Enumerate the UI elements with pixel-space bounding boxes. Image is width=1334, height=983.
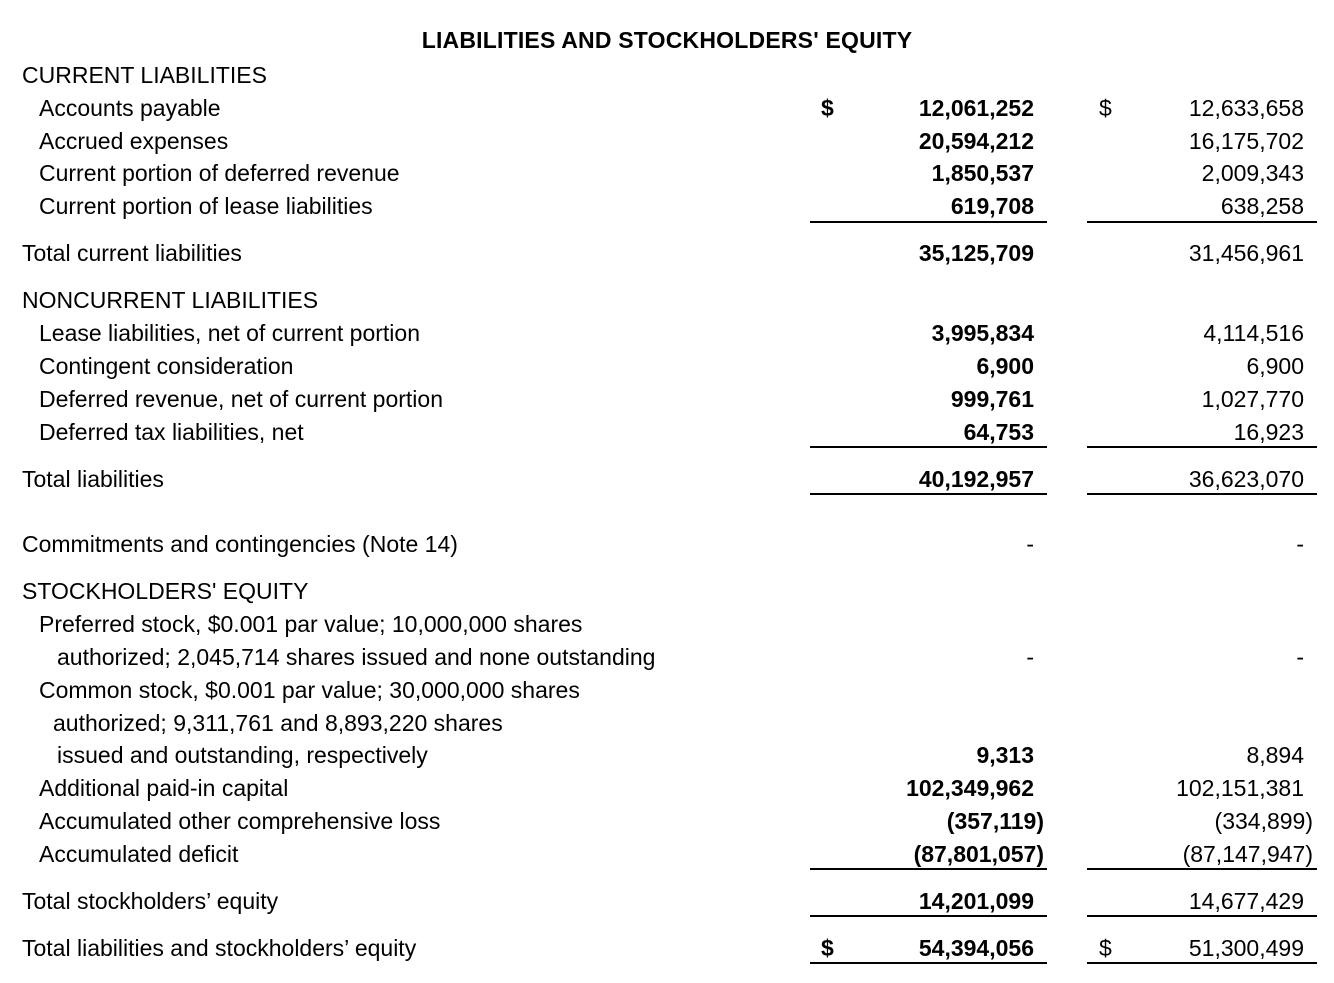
row-label-lease-liabilities-noncurrent: Lease liabilities, net of current portion bbox=[39, 320, 420, 346]
row-label-accumulated-deficit: Accumulated deficit bbox=[39, 841, 239, 867]
value-col2-deferred-tax-liabilities: 16,923 bbox=[1233, 419, 1304, 445]
total-label-liabilities-and-equity: Total liabilities and stockholders’ equity bbox=[22, 935, 417, 961]
row-label-current-deferred-revenue: Current portion of deferred revenue bbox=[39, 160, 400, 186]
total-col1-liabilities-and-equity: 54,394,056 bbox=[918, 935, 1034, 961]
value-col2-accounts-payable: 12,633,658 bbox=[1188, 95, 1304, 121]
total-rule-col2 bbox=[1087, 493, 1317, 495]
value-col2-accrued-expenses: 16,175,702 bbox=[1188, 128, 1304, 154]
total-col1-stockholders-equity: 14,201,099 bbox=[918, 888, 1034, 914]
total-label-current-liabilities: Total current liabilities bbox=[22, 240, 242, 266]
row-label-accrued-expenses: Accrued expenses bbox=[39, 128, 229, 154]
value-col2-preferred-stock: - bbox=[1296, 644, 1304, 670]
value-col2-commitments: - bbox=[1296, 531, 1304, 557]
subtotal-rule-col2 bbox=[1087, 915, 1317, 917]
total-col1-current-liabilities: 35,125,709 bbox=[918, 240, 1034, 266]
row-label-accumulated-oci: Accumulated other comprehensive loss bbox=[39, 808, 441, 834]
value-col1-commitments: - bbox=[1026, 531, 1034, 557]
subtotal-rule-col2 bbox=[1087, 868, 1317, 870]
value-col1-preferred-stock: - bbox=[1026, 644, 1034, 670]
total-label-total-liabilities: Total liabilities bbox=[22, 466, 164, 492]
subtotal-rule-col2 bbox=[1087, 446, 1317, 448]
subtotal-rule-col1 bbox=[810, 868, 1047, 870]
total-col2-current-liabilities: 31,456,961 bbox=[1188, 240, 1304, 266]
value-col2-common-stock: 8,894 bbox=[1246, 742, 1304, 768]
statement-title: LIABILITIES AND STOCKHOLDERS' EQUITY bbox=[421, 27, 913, 53]
value-col1-additional-paid-in-capital: 102,349,962 bbox=[906, 775, 1034, 801]
row-label-deferred-revenue-noncurrent: Deferred revenue, net of current portion bbox=[39, 386, 444, 412]
row-label-current-lease-liabilities: Current portion of lease liabilities bbox=[39, 193, 373, 219]
value-col2-current-deferred-revenue: 2,009,343 bbox=[1201, 160, 1304, 186]
subtotal-rule-col2 bbox=[1087, 221, 1317, 223]
total-label-stockholders-equity: Total stockholders’ equity bbox=[22, 888, 279, 914]
value-col1-common-stock: 9,313 bbox=[976, 742, 1034, 768]
value-col1-accumulated-deficit: (87,801,057) bbox=[913, 841, 1044, 867]
value-col1-contingent-consideration: 6,900 bbox=[976, 353, 1034, 379]
currency-symbol-col1: $ bbox=[821, 935, 834, 961]
total-col1-total-liabilities: 40,192,957 bbox=[918, 466, 1034, 492]
row-label-contingent-consideration: Contingent consideration bbox=[39, 353, 294, 379]
grand-total-rule-col2 bbox=[1087, 962, 1317, 964]
currency-symbol-col1: $ bbox=[821, 95, 834, 121]
value-col2-additional-paid-in-capital: 102,151,381 bbox=[1176, 775, 1304, 801]
subtotal-rule-col1 bbox=[810, 221, 1047, 223]
value-col2-current-lease-liabilities: 638,258 bbox=[1220, 193, 1304, 219]
section-heading-noncurrent-liabilities: NONCURRENT LIABILITIES bbox=[22, 287, 319, 313]
value-col2-accumulated-deficit: (87,147,947) bbox=[1182, 841, 1313, 867]
section-heading-current-liabilities: CURRENT LIABILITIES bbox=[22, 62, 267, 88]
total-rule-col1 bbox=[810, 493, 1047, 495]
section-heading-stockholders-equity: STOCKHOLDERS' EQUITY bbox=[22, 578, 309, 604]
value-col1-deferred-tax-liabilities: 64,753 bbox=[963, 419, 1034, 445]
value-col2-contingent-consideration: 6,900 bbox=[1246, 353, 1304, 379]
value-col1-deferred-revenue-noncurrent: 999,761 bbox=[950, 386, 1034, 412]
row-label-common-stock-line1: Common stock, $0.001 par value; 30,000,000 shares bbox=[39, 677, 580, 703]
currency-symbol-col2: $ bbox=[1099, 935, 1112, 961]
subtotal-rule-col1 bbox=[810, 915, 1047, 917]
row-label-common-stock-line2: authorized; 9,311,761 and 8,893,220 shares bbox=[53, 710, 503, 736]
total-col2-total-liabilities: 36,623,070 bbox=[1188, 466, 1304, 492]
value-col1-accumulated-oci: (357,119) bbox=[946, 808, 1044, 834]
subtotal-rule-col1 bbox=[810, 446, 1047, 448]
row-label-common-stock-line3: issued and outstanding, respectively bbox=[57, 742, 428, 768]
row-label-accounts-payable: Accounts payable bbox=[39, 95, 221, 121]
row-label-commitments: Commitments and contingencies (Note 14) bbox=[22, 531, 458, 557]
total-col2-liabilities-and-equity: 51,300,499 bbox=[1188, 935, 1304, 961]
value-col1-lease-liabilities-noncurrent: 3,995,834 bbox=[931, 320, 1034, 346]
value-col1-accrued-expenses: 20,594,212 bbox=[918, 128, 1034, 154]
row-label-deferred-tax-liabilities: Deferred tax liabilities, net bbox=[39, 419, 304, 445]
grand-total-rule-col1 bbox=[810, 962, 1047, 964]
value-col2-accumulated-oci: (334,899) bbox=[1214, 808, 1313, 834]
value-col2-lease-liabilities-noncurrent: 4,114,516 bbox=[1203, 320, 1304, 346]
value-col2-deferred-revenue-noncurrent: 1,027,770 bbox=[1201, 386, 1304, 412]
value-col1-current-deferred-revenue: 1,850,537 bbox=[931, 160, 1034, 186]
value-col1-current-lease-liabilities: 619,708 bbox=[950, 193, 1034, 219]
value-col1-accounts-payable: 12,061,252 bbox=[918, 95, 1034, 121]
row-label-additional-paid-in-capital: Additional paid-in capital bbox=[39, 775, 289, 801]
currency-symbol-col2: $ bbox=[1099, 95, 1112, 121]
row-label-preferred-stock-line1: Preferred stock, $0.001 par value; 10,000,000 shares bbox=[39, 611, 583, 637]
row-label-preferred-stock-line2: authorized; 2,045,714 shares issued and none outstanding bbox=[57, 644, 656, 670]
total-col2-stockholders-equity: 14,677,429 bbox=[1188, 888, 1304, 914]
